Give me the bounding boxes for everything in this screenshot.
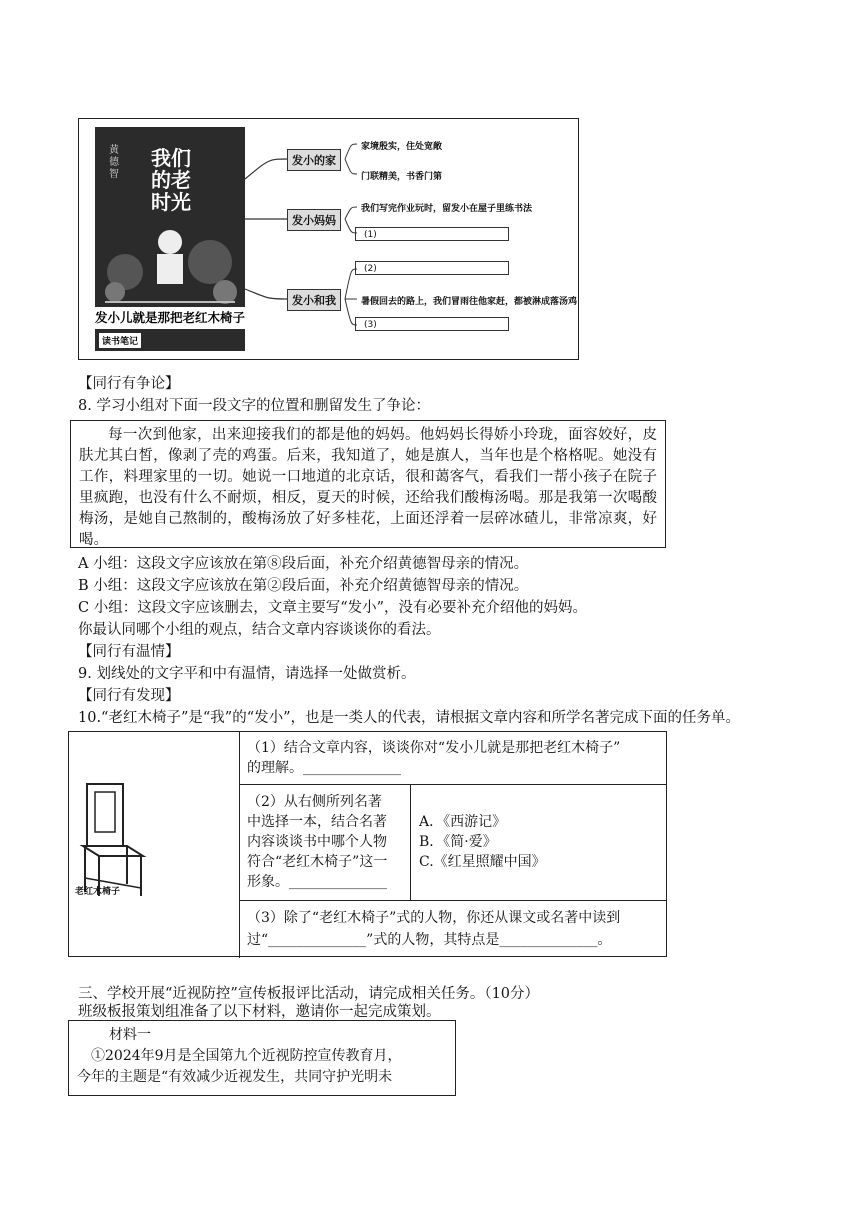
- book-tag: 读书笔记: [99, 333, 141, 348]
- part-3-heading: 三、学校开展“近视防控”宣传板报评比活动，请完成相关任务。（10分）: [78, 986, 540, 1002]
- task-2-line: 中选择一本，结合名著: [247, 814, 387, 830]
- option-c: C 小组：这段文字应该删去，文章主要写“发小”，没有必要补充介绍他的妈妈。: [78, 600, 588, 616]
- task-2-line: 内容谈谈书中哪个人物: [247, 834, 387, 850]
- task-1-line-2: 的理解。______________: [247, 760, 401, 776]
- task-2-line: 符合“老红木椅子”这一: [247, 854, 388, 870]
- node-family: 发小的家: [287, 149, 341, 171]
- material-box: [68, 1020, 456, 1096]
- mind-map-figure: [78, 118, 579, 360]
- material-line-1: ①2024年9月是全国第九个近视防控宣传教育月，: [91, 1048, 402, 1064]
- book-option-c: C.《红星照耀中国》: [419, 854, 546, 870]
- question-9: 9. 划线处的文字平和中有温情，请选择一处做赏析。: [78, 666, 416, 682]
- discover-heading: 【同行有发现】: [78, 688, 180, 704]
- part-3-intro: 班级板报策划组准备了以下材料，邀请你一起完成策划。: [78, 1004, 441, 1020]
- disputed-passage: 每一次到他家，出来迎接我们的都是他的妈妈。他妈妈长得娇小玲珑，面容姣好，皮肤尤其白皙，像剥了壳的鸡蛋。后来，我知道了，她是旗人，当年也是个格格呢。她没有工作，料理家里的一切。她说一口地道的北京话，很和蔼客气，看我们一帮小孩子在院子里疯跑，也没有什么不耐烦，相反，夏天的时候，还给我们酸梅汤喝。那是我第一次喝酸梅汤，是她自己熬制的，酸梅汤放了好多桂花，上面还浮着一层碎冰碴儿，非常凉爽，好喝。: [79, 427, 657, 548]
- task-3-line-2: 过“______________”式的人物，其特点是______________。: [247, 932, 612, 948]
- question-10: 10.“老红木椅子”是“我”的“发小”，也是一类人的代表，请根据文章内容和所学名著完成下面的任务单。: [78, 710, 741, 726]
- material-title: 材料一: [109, 1027, 151, 1043]
- blank-1: (1): [355, 227, 509, 241]
- book-title: 我们的老时光: [151, 146, 191, 214]
- chair-caption: 老红木椅子: [75, 887, 121, 897]
- node-friend-and-me: 发小和我: [287, 289, 341, 311]
- node-mother: 发小妈妈: [287, 209, 341, 231]
- leaf-friend-1: 暑假回去的路上，我们冒雨往他家赶，都被淋成落汤鸡: [361, 297, 578, 307]
- material-line-2: 今年的主题是“有效减少近视发生，共同守护光明未: [77, 1069, 393, 1085]
- task-3-line-1: （3）除了“老红木椅子”式的人物，你还从课文或名著中读到: [247, 910, 621, 926]
- leaf-mother-1: 我们写完作业玩时，留发小在屋子里练书法: [361, 204, 533, 214]
- debate-heading: 【同行有争论】: [78, 376, 180, 392]
- question-8: 8. 学习小组对下面一段文字的位置和删留发生了争论：: [78, 398, 430, 414]
- task-1-line-1: （1）结合文章内容，谈谈你对“发小儿就是那把老红木椅子”: [247, 740, 621, 756]
- task-2-line: （2）从右侧所列名著: [247, 794, 382, 810]
- blank-3: (3): [355, 317, 509, 331]
- book-caption: 发小儿就是那把老红木椅子: [95, 307, 245, 329]
- warm-heading: 【同行有温情】: [78, 644, 180, 660]
- leaf-family-1: 家境殷实，住处宽敞: [361, 142, 443, 152]
- book-author: 黄德智: [109, 145, 119, 180]
- option-b: B 小组：这段文字应该放在第②段后面，补充介绍黄德智母亲的情况。: [78, 578, 529, 594]
- disputed-passage-box: [70, 420, 666, 548]
- question-8-ask: 你最认同哪个小组的观点，结合文章内容谈谈你的看法。: [78, 622, 441, 638]
- option-a: A 小组：这段文字应该放在第⑧段后面，补充介绍黄德智母亲的情况。: [78, 556, 529, 572]
- book-option-a: A．《西游记》: [419, 814, 507, 830]
- task-2-line: 形象。______________: [247, 874, 387, 890]
- task-table: [68, 731, 667, 957]
- leaf-family-2: 门联精美，书香门第: [361, 172, 443, 182]
- blank-2: (2): [355, 261, 509, 275]
- book-option-b: B．《简·爱》: [419, 834, 497, 850]
